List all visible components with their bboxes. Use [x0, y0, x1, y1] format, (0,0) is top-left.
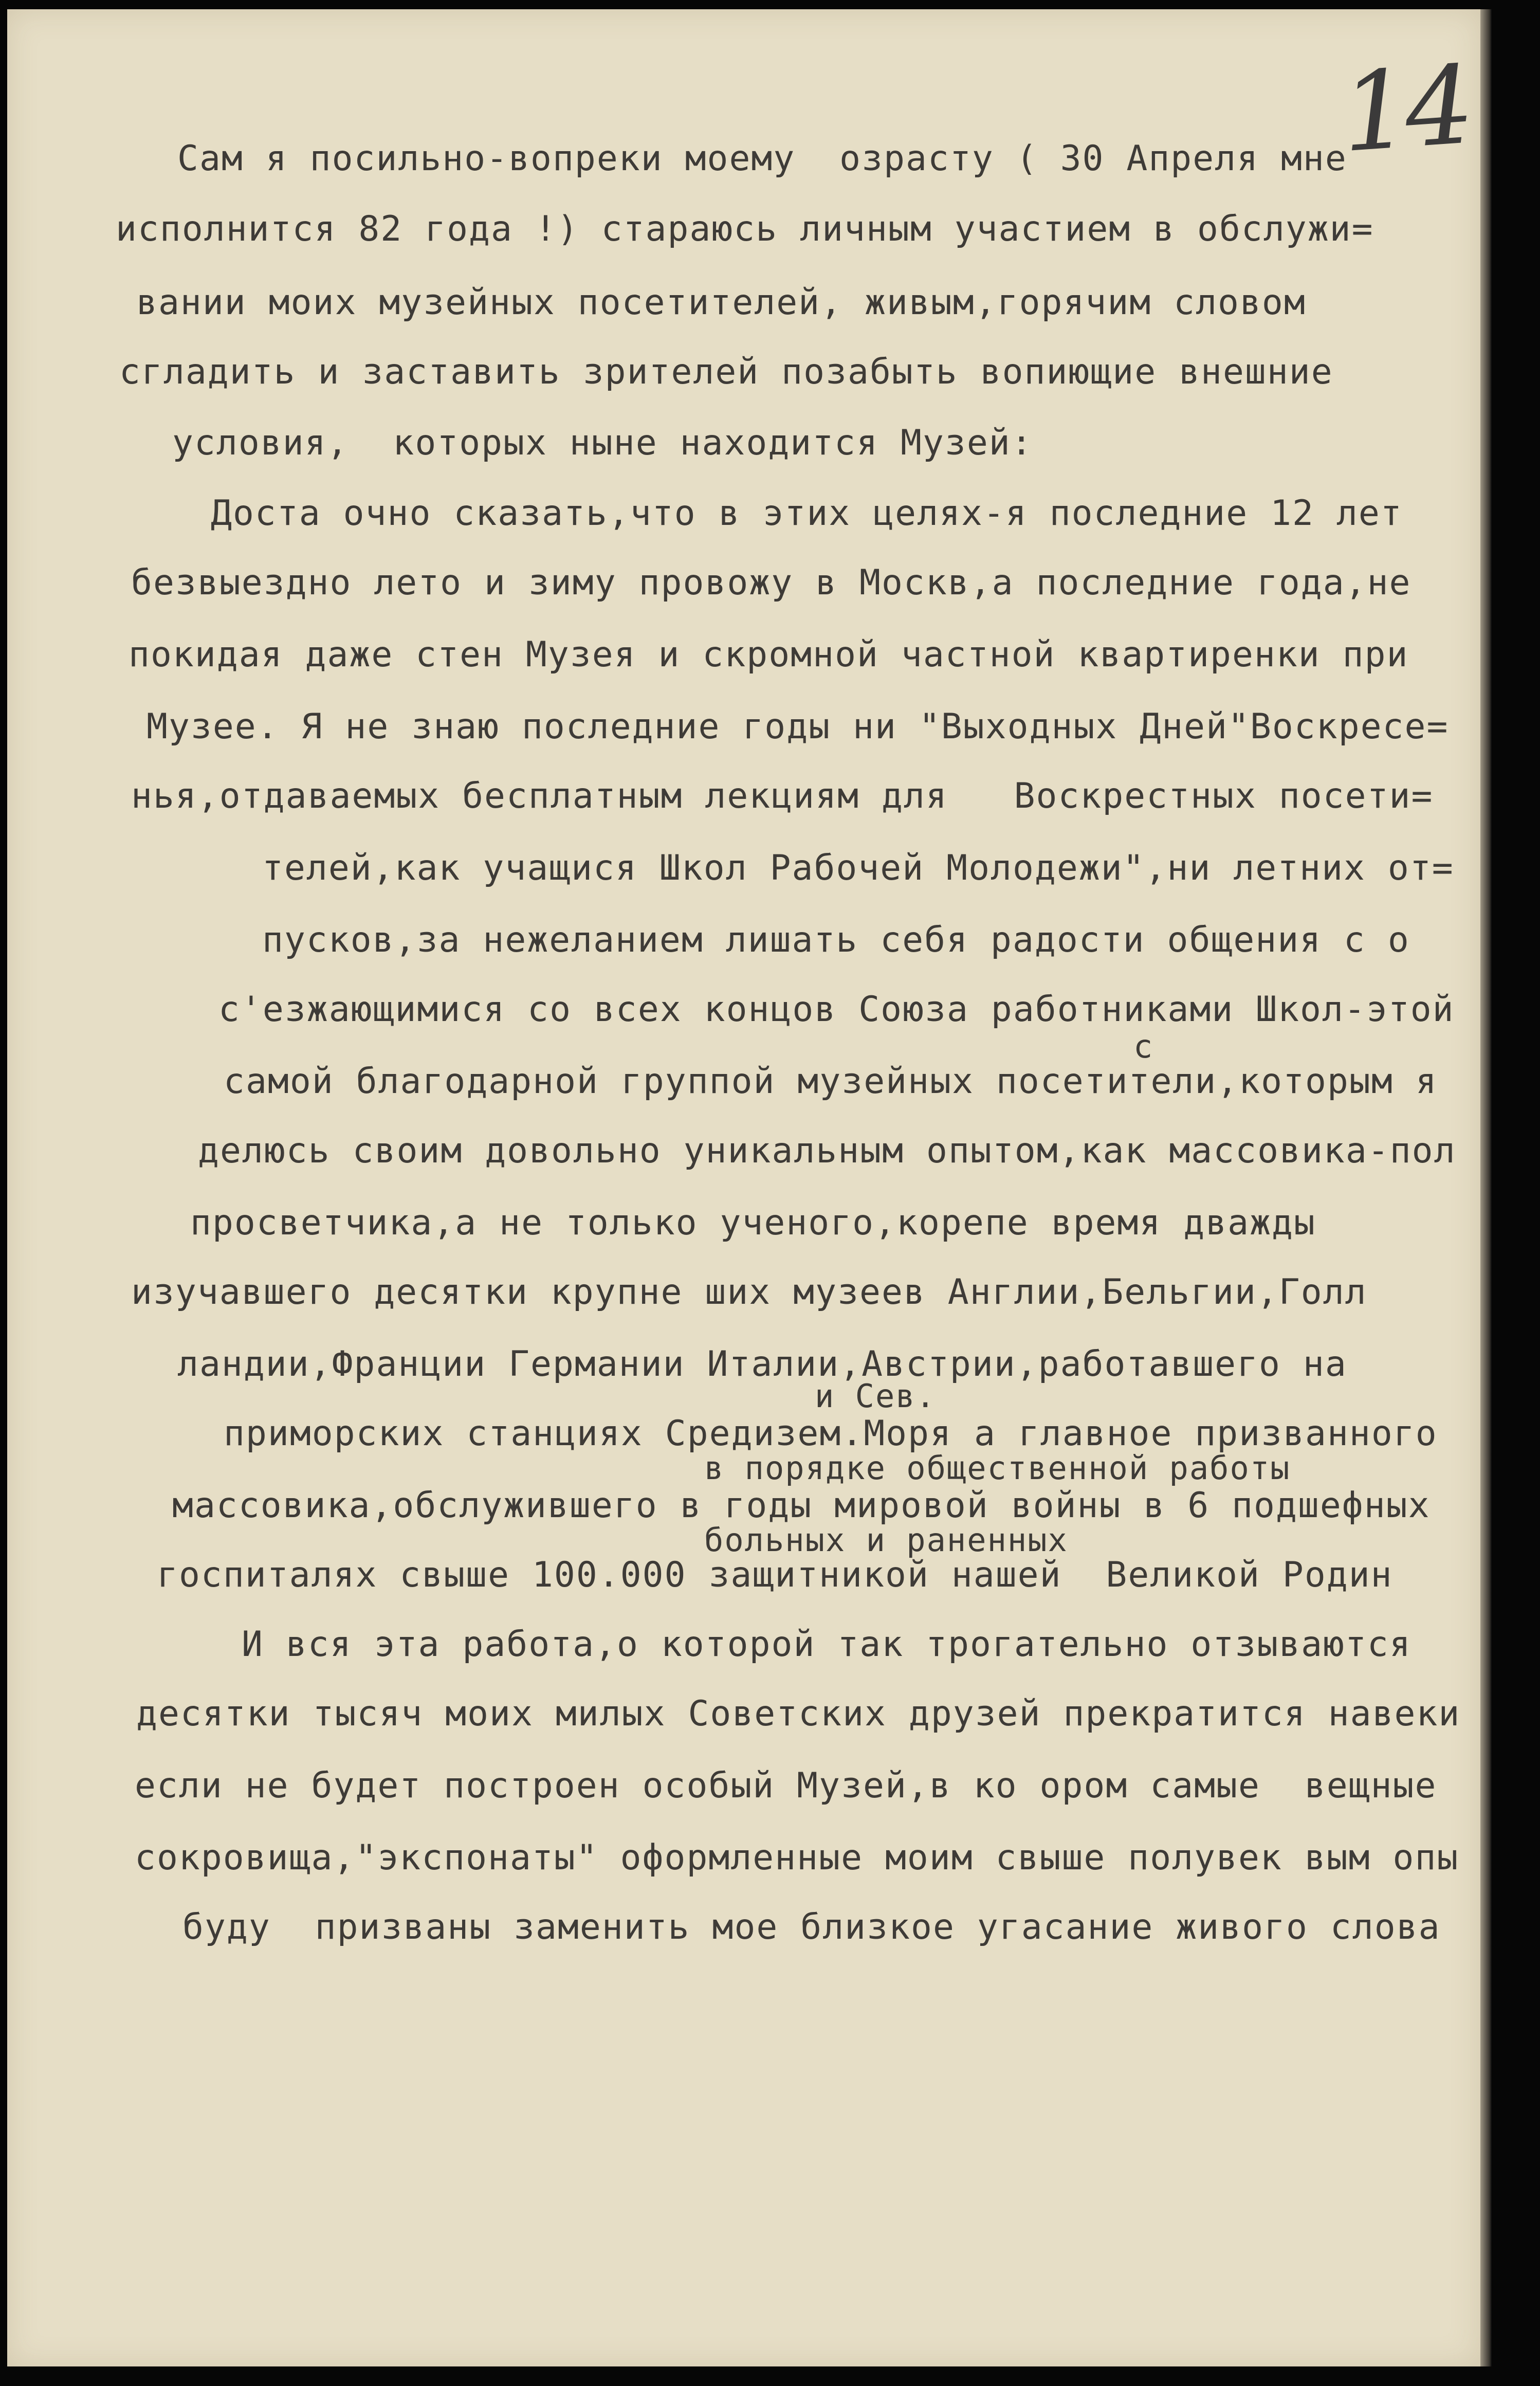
typed-insert: больных и раненных	[704, 1521, 1068, 1559]
text-line: пусков,за нежеланием лишать себя радости общения с о	[262, 920, 1410, 960]
folio-number: 14	[1337, 42, 1473, 177]
text-line: если не будет построен особый Музей,в ко ором самые вещные	[135, 1765, 1437, 1806]
text-line: условия, которых ныне находится Музей:	[172, 423, 1033, 463]
text-line: сгладить и заставить зрителей позабыть вопиющие внешние	[119, 352, 1333, 392]
text-line: делюсь своим довольно уникальным опытом,как массовика-пол	[198, 1131, 1456, 1171]
text-line: госпиталях свыше 100.000 защитникой нашей Великой Родин	[157, 1555, 1393, 1595]
text-line: Сам я посильно-вопреки моему озрасту ( 30 Апреля мне	[177, 138, 1347, 179]
text-line: телей,как учащися Школ Рабочей Молодежи",ни летних от=	[262, 848, 1454, 888]
page-edge-shadow	[1480, 9, 1492, 2366]
text-line: Доста очно сказать,что в этих целях-я последние 12 лет	[211, 493, 1403, 534]
text-line: сокровища,"экспонаты" оформленные моим свыше полувек вым опы	[135, 1837, 1459, 1878]
text-line: десятки тысяч моих милых Советских друзей прекратится навеки	[136, 1693, 1461, 1734]
text-line: просветчика,а не только ученого,корепе время дважды	[190, 1203, 1316, 1243]
text-line: ландии,Франции Германии Италии,Австрии,работавшего на	[177, 1344, 1347, 1385]
text-line: буду призваны заменить мое близкое угасание живого слова	[182, 1907, 1441, 1947]
text-line: с'езжающимися со всех концов Союза работниками Школ-этой	[218, 989, 1455, 1030]
handwritten-insert: с	[1133, 1028, 1154, 1065]
text-line: самой благодарной группой музейных посетители,которым я	[224, 1061, 1438, 1102]
text-line: исполнится 82 года !) стараюсь личным участием в обслужи=	[116, 209, 1374, 249]
typed-insert: в порядке общественной работы	[704, 1449, 1291, 1487]
text-line: изучавшего десятки крупне ших музеев Англии,Бельгии,Голл	[131, 1272, 1367, 1313]
text-line: вании моих музейных посетителей, живым,горячим словом	[136, 282, 1306, 323]
text-line: нья,отдаваемых бесплатным лекциям для Воскрестных посети=	[131, 776, 1434, 816]
text-line: И вся эта работа,о которой так трогательно отзываются	[242, 1624, 1411, 1665]
text-line: массовика,обслужившего в годы мировой войны в 6 подшефных	[172, 1485, 1431, 1526]
text-line: покидая даже стен Музея и скромной частной квартиренки при	[129, 634, 1409, 675]
text-line: Музее. Я не знаю последние годы ни "Выходных Дней"Воскресе=	[146, 706, 1449, 747]
text-line: приморских станциях Средизем.Моря а главное призванного	[224, 1413, 1438, 1454]
typed-insert: и Сев.	[815, 1377, 936, 1415]
text-line: безвыездно лето и зиму провожу в Москв,а последние года,не	[131, 562, 1411, 603]
